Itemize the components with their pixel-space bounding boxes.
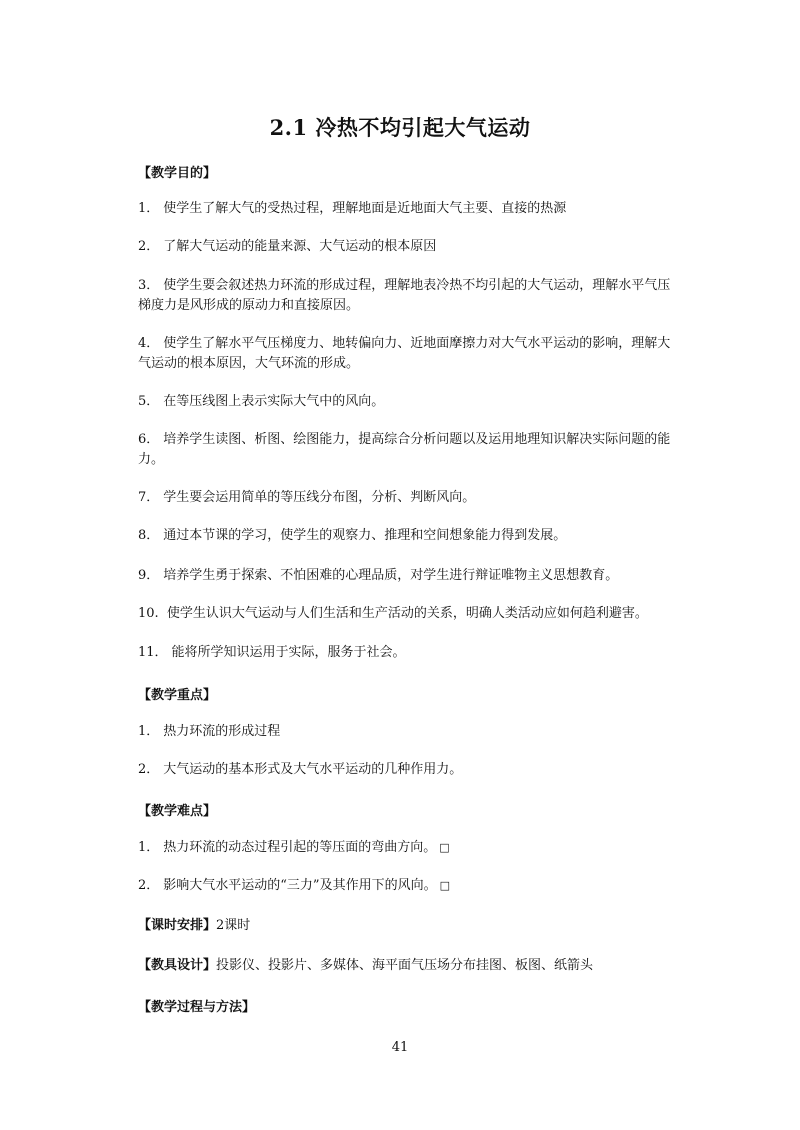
item-number: 6． xyxy=(138,432,160,447)
item-number: 4． xyxy=(138,336,160,351)
item-number: 8． xyxy=(138,528,160,543)
item-number: 1． xyxy=(138,201,160,216)
item-number: 2． xyxy=(138,239,160,254)
item-text: 使学生了解水平气压梯度力、地转偏向力、近地面摩擦力对大气水平运动的影响，理解大气运动的根本原因，大气环流的形成。 xyxy=(138,336,671,371)
item-text: 热力环流的动态过程引起的等压面的弯曲方向。 xyxy=(163,840,437,855)
item-number: 2． xyxy=(138,762,160,777)
objective-item-1 xyxy=(138,199,678,219)
item-number: 2． xyxy=(138,878,160,893)
objective-item-7 xyxy=(138,488,678,508)
section-heading-objectives: 【教学目的】 xyxy=(138,166,217,181)
item-text: 使学生要会叙述热力环流的形成过程，理解地表冷热不均引起的大气运动，理解水平气压梯度力是风形成的原动力和直接原因。 xyxy=(138,278,671,313)
item-text: 影响大气水平运动的“三力”及其作用下的风向。 xyxy=(163,878,437,893)
schedule-label: 【课时安排】 xyxy=(138,918,217,933)
schedule-line xyxy=(138,916,678,936)
item-text: 使学生了解大气的受热过程，理解地面是近地面大气主要、直接的热源 xyxy=(163,201,567,216)
page-number: 41 xyxy=(391,1040,409,1055)
tools-line xyxy=(138,956,698,976)
item-text: 培养学生读图、析图、绘图能力，提高综合分析问题以及运用地理知识解决实际问题的能力。 xyxy=(138,432,671,467)
item-text: 大气运动的基本形式及大气水平运动的几种作用力。 xyxy=(163,762,463,777)
objective-item-11 xyxy=(138,643,678,663)
objective-item-9 xyxy=(138,566,678,586)
tools-label: 【教具设计】 xyxy=(138,958,217,973)
objective-item-3 xyxy=(138,276,678,316)
item-text: 使学生认识大气运动与人们生活和生产活动的关系，明确人类活动应如何趋利避害。 xyxy=(166,606,648,621)
item-number: 3． xyxy=(138,278,160,293)
item-number: 5． xyxy=(138,394,160,409)
objective-item-6 xyxy=(138,430,678,470)
item-text: 培养学生勇于探索、不怕困难的心理品质，对学生进行辩证唯物主义思想教育。 xyxy=(163,568,619,583)
objective-item-10 xyxy=(138,604,698,624)
section-heading-difficulties: 【教学难点】 xyxy=(138,804,217,819)
item-number: 11． xyxy=(138,645,168,660)
section-heading-key-points: 【教学重点】 xyxy=(138,688,217,703)
difficulty-item-1 xyxy=(138,838,678,858)
item-text: 能将所学知识运用于实际，服务于社会。 xyxy=(171,645,406,660)
item-number: 10. xyxy=(138,606,163,621)
objective-item-4 xyxy=(138,334,678,374)
key-point-item-1 xyxy=(138,722,678,742)
item-number: 1． xyxy=(138,840,160,855)
item-number: 9． xyxy=(138,568,160,583)
page-title: 2.1 冷热不均引起大气运动 xyxy=(269,115,531,140)
item-text: 通过本节课的学习，使学生的观察力、推理和空间想象能力得到发展。 xyxy=(163,528,567,543)
item-text: 了解大气运动的能量来源、大气运动的根本原因 xyxy=(163,239,437,254)
objective-item-5 xyxy=(138,392,678,412)
tools-value: 投影仪、投影片、多媒体、海平面气压场分布挂图、板图、纸箭头 xyxy=(216,958,594,973)
empty-box-icon: □ xyxy=(439,879,450,892)
item-text: 在等压线图上表示实际大气中的风向。 xyxy=(163,394,385,409)
objective-item-8 xyxy=(138,526,678,546)
schedule-value: 2课时 xyxy=(216,918,251,933)
item-number: 7． xyxy=(138,490,160,505)
item-text: 热力环流的形成过程 xyxy=(163,724,281,739)
item-number: 1． xyxy=(138,724,160,739)
difficulty-item-2 xyxy=(138,876,678,896)
section-heading-process: 【教学过程与方法】 xyxy=(138,1000,256,1015)
empty-box-icon: □ xyxy=(439,841,450,854)
key-point-item-2 xyxy=(138,760,678,780)
objective-item-2 xyxy=(138,237,678,257)
item-text: 学生要会运用简单的等压线分布图，分析、判断风向。 xyxy=(163,490,476,505)
